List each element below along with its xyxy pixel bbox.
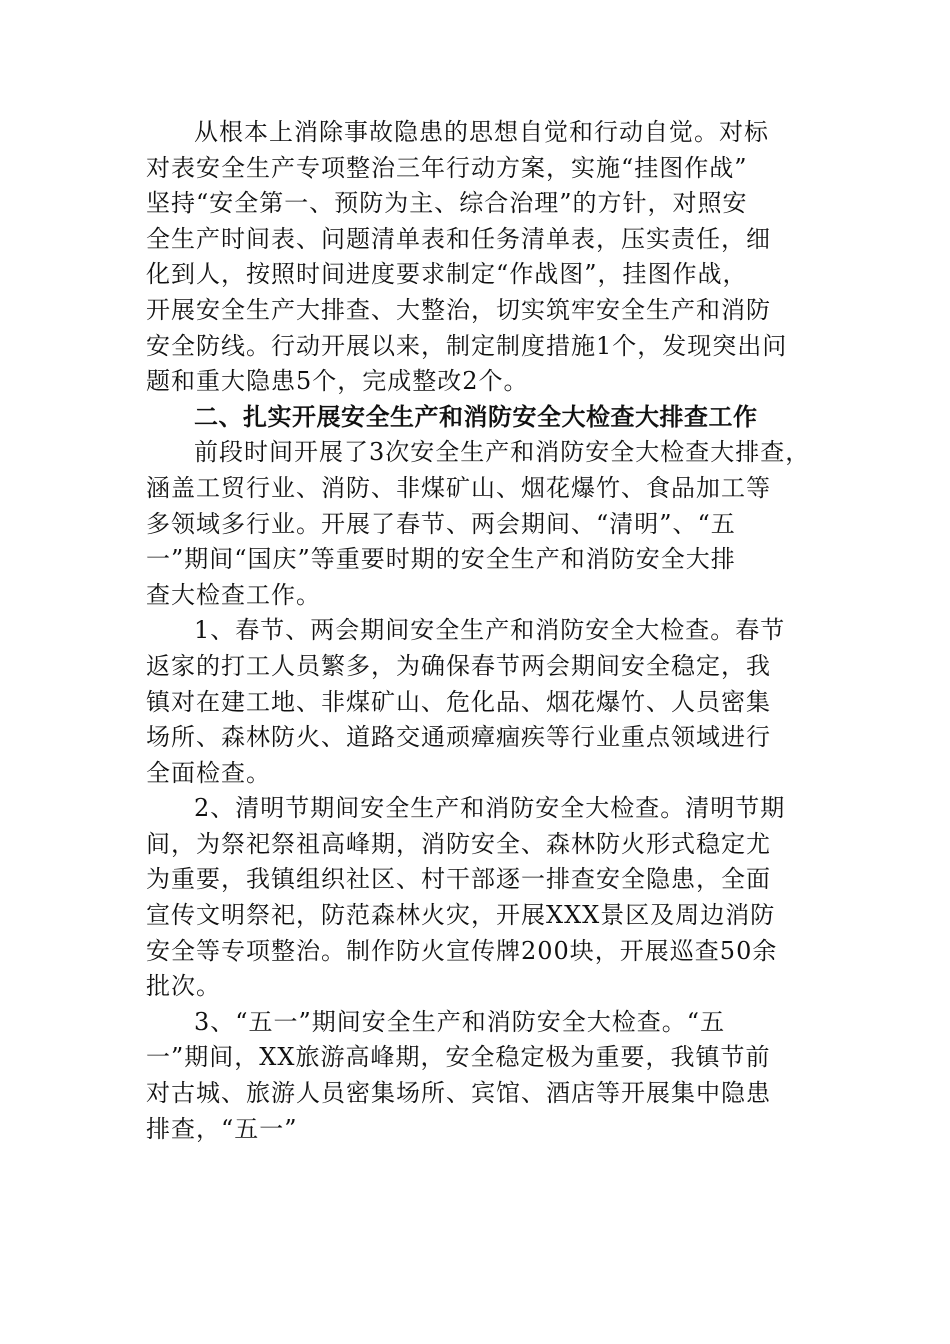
section-heading — [146, 400, 806, 436]
text-line: 安全防线。行动开展以来，制定制度措施1个，发现突出问 — [146, 331, 788, 360]
text-line: 全生产时间表、问题清单表和任务清单表，压实责任，细 — [146, 224, 771, 253]
text-line: 排查，“五一” — [146, 1114, 298, 1143]
text-line: 查大检查工作。 — [146, 580, 321, 609]
text-line: 题和重大隐患5个，完成整改2个。 — [146, 367, 529, 396]
text-line: 对表安全生产专项整治三年行动方案，实施“挂图作战” — [146, 153, 748, 182]
heading-text: 二、扎实开展安全生产和消防安全大检查大排查工作 — [194, 402, 758, 431]
text-line: 对古城、旅游人员密集场所、宾馆、酒店等开展集中隐患 — [146, 1079, 771, 1108]
text-line: 坚持“安全第一、预防为主、综合治理”的方针，对照安 — [146, 189, 748, 218]
text-line: 一”期间，XX旅游高峰期，安全稳定极为重要，我镇节前 — [146, 1043, 771, 1072]
document-page — [146, 115, 811, 1147]
text-line: 场所、森林防火、道路交通顽瘴痼疾等行业重点领域进行 — [146, 723, 771, 752]
text-line: 前段时间开展了3次安全生产和消防安全大检查大排查， — [194, 438, 811, 467]
text-line: 多领域多行业。开展了春节、两会期间、“清明”、“五 — [146, 509, 736, 538]
text-line: 一”期间“国庆”等重要时期的安全生产和消防安全大排 — [146, 545, 736, 574]
text-line: 间，为祭祀祭祖高峰期，消防安全、森林防火形式稳定尤 — [146, 829, 771, 858]
text-line: 化到人，按照时间进度要求制定“作战图”，挂图作战， — [146, 260, 748, 289]
paragraph-2 — [146, 435, 811, 613]
text-line: 涵盖工贸行业、消防、非煤矿山、烟花爆竹、食品加工等 — [146, 473, 771, 502]
paragraph-4 — [146, 791, 806, 1005]
paragraph-1 — [146, 115, 806, 400]
text-line: 从根本上消除事故隐患的思想自觉和行动自觉。对标 — [194, 118, 769, 146]
text-line: 批次。 — [146, 972, 221, 1001]
text-line: 3、“五一”期间安全生产和消防安全大检查。“五 — [194, 1007, 726, 1036]
text-line: 2、清明节期间安全生产和消防安全大检查。清明节期 — [194, 794, 786, 823]
paragraph-5 — [146, 1005, 806, 1147]
text-line: 返家的打工人员繁多，为确保春节两会期间安全稳定，我 — [146, 651, 771, 680]
text-line: 开展安全生产大排查、大整治，切实筑牢安全生产和消防 — [146, 295, 771, 324]
text-line: 为重要，我镇组织社区、村干部逐一排查安全隐患，全面 — [146, 865, 771, 894]
text-line: 1、春节、两会期间安全生产和消防安全大检查。春节 — [194, 616, 786, 645]
text-line: 安全等专项整治。制作防火宣传牌200块，开展巡查50余 — [146, 936, 778, 965]
paragraph-3 — [146, 613, 806, 791]
text-line: 宣传文明祭祀，防范森林火灾，开展XXX景区及周边消防 — [146, 901, 776, 930]
text-line: 镇对在建工地、非煤矿山、危化品、烟花爆竹、人员密集 — [146, 687, 771, 716]
text-line: 全面检查。 — [146, 758, 271, 787]
